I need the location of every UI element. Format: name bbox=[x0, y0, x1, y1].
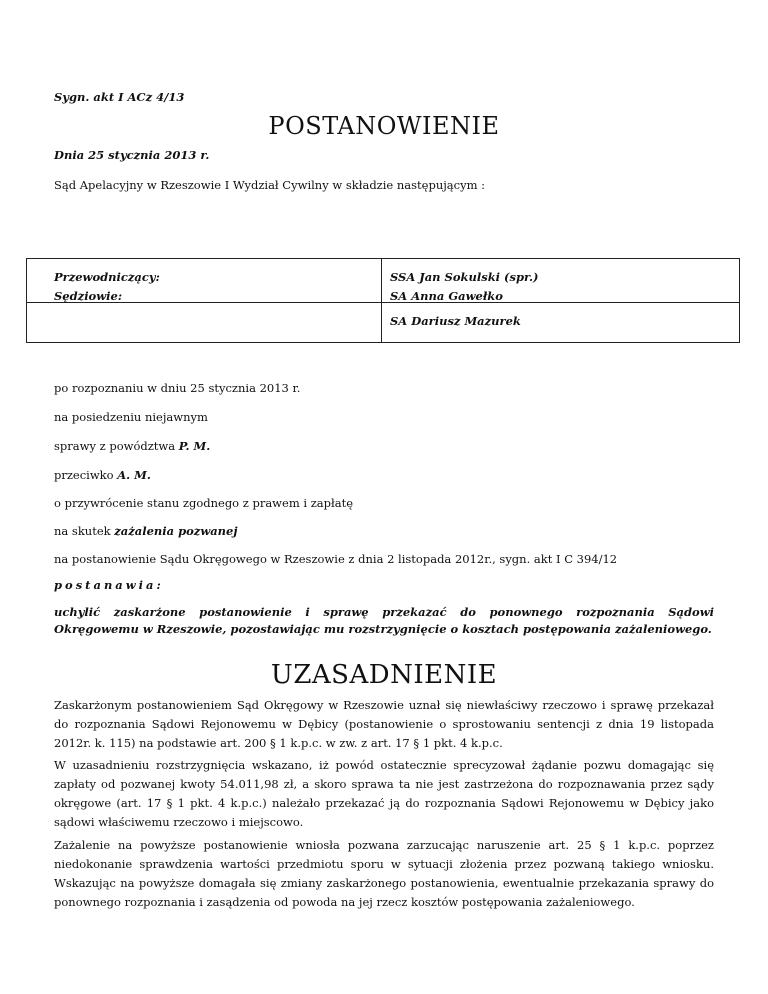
justification-title: UZASADNIENIE bbox=[270, 660, 498, 690]
document-title: POSTANOWIENIE bbox=[268, 112, 500, 140]
judge-2: SA Dariusz Mazurek bbox=[390, 314, 521, 328]
subject-line: o przywrócenie stanu zgodnego z prawem i zapłatę bbox=[54, 496, 354, 510]
defendant-line bbox=[54, 468, 151, 482]
judges-label-cell bbox=[27, 303, 382, 343]
appeal-type: zażalenia pozwanej bbox=[114, 524, 238, 538]
chair-name: SSA Jan Sokulski (spr.) bbox=[390, 270, 539, 284]
court-composition-line: Sąd Apelacyjny w Rzeszowie I Wydział Cywilny w składzie następującym : bbox=[54, 178, 486, 192]
defendant-name: A. M. bbox=[117, 468, 151, 482]
hearing-date-line: po rozpoznaniu w dniu 25 stycznia 2013 r. bbox=[54, 381, 301, 395]
justification-paragraph-3: Zażalenie na powyższe postanowienie wniosła pozwana zarzucając naruszenie art. 25 § 1 k.p.c. poprzez niedokonanie sprawdzenia wartości przedmiotu sporu w sytuacji złożenia przez pozwaną takiego wniosku. Wskazując na powyższe domagała się zmiany zaskarżonego postanowienia, ewentualnie przekazania sprawy do ponownego rozpoznania i zasądzenia od powoda na jej rzecz kosztów postępowania zażaleniowego. bbox=[54, 838, 714, 909]
plaintiff-line bbox=[54, 439, 210, 453]
judges-label: Sędziowie: bbox=[54, 289, 123, 303]
challenged-decision-line: na postanowienie Sądu Okręgowego w Rzeszowie z dnia 2 listopada 2012r., sygn. akt I C 394/12 bbox=[54, 552, 618, 566]
decision-heading: postanawia: bbox=[54, 578, 164, 592]
session-type-line: na posiedzeniu niejawnym bbox=[54, 410, 208, 424]
decision-text: uchylić zaskarżone postanowienie i sprawę przekazać do ponownego rozpoznania Sądowi Okręgowemu w Rzeszowie, pozostawiając mu rozstrzygnięcie o kosztach postępowania zażaleniowego. bbox=[54, 605, 714, 636]
judge-1: SA Anna Gawełko bbox=[390, 289, 503, 303]
case-number: Sygn. akt I ACz 4/13 bbox=[54, 90, 185, 104]
chair-label: Przewodniczący: bbox=[54, 270, 160, 284]
defendant-prefix: przeciwko bbox=[54, 468, 118, 482]
plaintiff-prefix: sprawy z powództwa bbox=[54, 439, 179, 453]
decision-date: Dnia 25 stycznia 2013 r. bbox=[54, 148, 210, 162]
justification-paragraph-1: Zaskarżonym postanowieniem Sąd Okręgowy w Rzeszowie uznał się niewłaściwy rzeczowo i sprawę przekazał do rozpoznania Sądowi Rejonowemu w Dębicy (postanowienie o sprostowaniu sentencji z dnia 19 listopada 2012r. k. 115) na podstawie art. 200 § 1 k.p.c. w zw. z art. 17 § 1 pkt. 4 k.p.c. bbox=[54, 698, 714, 750]
appeal-prefix: na skutek bbox=[54, 524, 115, 538]
appeal-line bbox=[54, 524, 238, 538]
plaintiff-name: P. M. bbox=[178, 439, 211, 453]
justification-paragraph-2: W uzasadnieniu rozstrzygnięcia wskazano, iż powód ostatecznie sprecyzował żądanie pozwu domagając się zapłaty od pozwanej kwoty 54.011,98 zł, a skoro sprawa ta nie jest zastrzeżona do rozpoznawania przez sądy okręgowe (art. 17 § 1 pkt. 4 k.p.c.) należało przekazać ją do rozpoznania Sądowi Rejonowemu w Dębicy jako sądowi właściwemu rzeczowo i miejscowo. bbox=[54, 758, 714, 829]
